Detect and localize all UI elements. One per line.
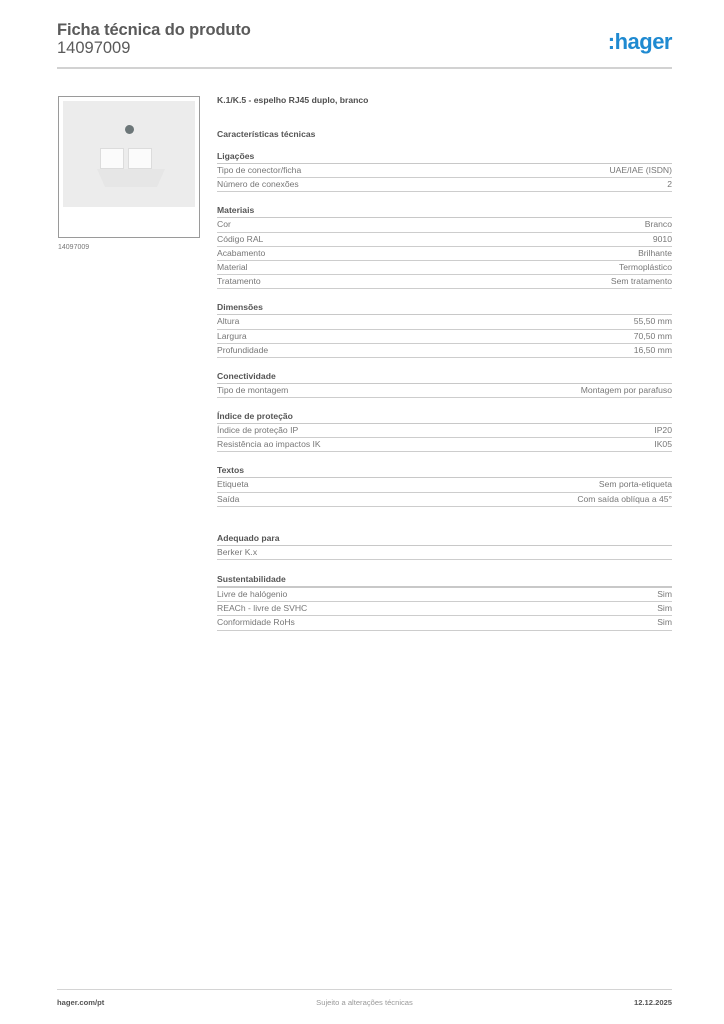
section-title: Dimensões	[217, 302, 672, 315]
website-link[interactable]: hager.com/pt	[57, 998, 105, 1007]
section-title: Materiais	[217, 205, 672, 218]
spec-value: Brilhante	[638, 247, 672, 258]
spec-value: 55,50 mm	[633, 316, 672, 327]
spec-value: 16,50 mm	[633, 344, 672, 355]
spec-label: Índice de proteção IP	[217, 425, 299, 436]
spec-value: Sem tratamento	[610, 276, 672, 287]
image-caption: 14097009	[58, 244, 90, 251]
tech-specs-title: Características técnicas	[217, 129, 316, 139]
spec-label: Número de conexões	[217, 179, 299, 190]
section-title: Adequado para	[217, 533, 672, 546]
spec-label: Etiqueta	[217, 479, 249, 490]
page-title: Ficha técnica do produto	[57, 21, 251, 39]
section-title: Textos	[217, 465, 672, 478]
spec-value: UAE/IAE (ISDN)	[609, 165, 672, 175]
spec-value: IK05	[654, 439, 672, 450]
product-code: 14097009	[57, 39, 131, 57]
screw-icon	[125, 125, 134, 134]
section-title: Conectividade	[217, 371, 672, 384]
spec-label: Profundidade	[217, 344, 269, 355]
spec-row	[217, 247, 672, 261]
spec-value: Com saída oblíqua a 45°	[577, 493, 672, 504]
header-divider	[57, 67, 672, 69]
spec-content	[217, 95, 672, 631]
spec-label: Tipo de conector/ficha	[217, 165, 302, 175]
angled-outlet-graphic	[97, 169, 165, 187]
section-title: Sustentabilidade	[217, 574, 672, 588]
section-suitable	[217, 533, 672, 560]
spec-row	[217, 384, 672, 398]
spec-label: Largura	[217, 330, 247, 341]
section-2	[217, 302, 672, 358]
spec-label: Saída	[217, 493, 240, 504]
spec-row	[217, 602, 672, 616]
disclaimer: Sujeito a alterações técnicas	[316, 998, 413, 1007]
cover-plate-graphic	[63, 101, 195, 207]
product-name: K.1/K.5 - espelho RJ45 duplo, branco	[217, 95, 369, 105]
section-1	[217, 205, 672, 289]
rj45-port-icon	[128, 148, 152, 169]
spec-row	[217, 616, 672, 630]
section-0	[217, 151, 672, 192]
spec-row	[217, 164, 672, 178]
hager-logo	[608, 29, 672, 55]
spec-row	[217, 233, 672, 247]
spec-row	[217, 478, 672, 492]
spec-label: Acabamento	[217, 247, 266, 258]
spec-row	[217, 424, 672, 438]
spec-label: Tipo de montagem	[217, 384, 289, 395]
spec-value: Sim	[657, 603, 672, 614]
spec-label: REACh - livre de SVHC	[217, 603, 308, 614]
section-3	[217, 371, 672, 398]
spec-value: Sim	[657, 617, 672, 628]
logo-text: hager	[614, 29, 672, 54]
spec-value: Termoplástico	[618, 261, 672, 272]
section-title: Ligações	[217, 151, 672, 164]
rj45-port-icon	[100, 148, 124, 169]
spec-value: 2	[667, 179, 672, 190]
section-4	[217, 411, 672, 452]
spec-label: Altura	[217, 316, 240, 327]
spec-value: 9010	[652, 233, 672, 244]
spec-label: Berker K.x	[217, 546, 258, 557]
spec-label: Livre de halógenio	[217, 589, 288, 599]
document-date: 12.12.2025	[633, 998, 672, 1007]
section-sustainability	[217, 574, 672, 631]
footer-divider	[57, 989, 672, 990]
spec-value: Sim	[657, 589, 672, 599]
spec-label: Código RAL	[217, 233, 264, 244]
product-image	[58, 96, 200, 238]
section-5	[217, 465, 672, 506]
spec-label: Cor	[217, 219, 231, 230]
spec-label: Tratamento	[217, 276, 261, 287]
spec-row	[217, 493, 672, 507]
spec-value: Sem porta-etiqueta	[598, 479, 672, 490]
spec-row	[217, 438, 672, 452]
spec-row	[217, 178, 672, 192]
spec-label: Resistência ao impactos IK	[217, 439, 321, 450]
spec-row	[217, 218, 672, 232]
spec-row	[217, 261, 672, 275]
spec-value: 70,50 mm	[633, 330, 672, 341]
spec-row	[217, 330, 672, 344]
spec-value: IP20	[654, 425, 672, 436]
spec-row	[217, 588, 672, 602]
logo-prefix: :	[607, 29, 615, 54]
spec-label: Material	[217, 261, 248, 272]
spec-row	[217, 315, 672, 329]
spec-label: Conformidade RoHs	[217, 617, 295, 628]
spec-sections	[217, 151, 672, 507]
spec-row	[217, 275, 672, 289]
spec-value: Branco	[644, 219, 672, 230]
spec-row	[217, 546, 672, 560]
section-title: Índice de proteção	[217, 411, 672, 424]
spec-value: Montagem por parafuso	[580, 384, 672, 395]
spec-row	[217, 344, 672, 358]
